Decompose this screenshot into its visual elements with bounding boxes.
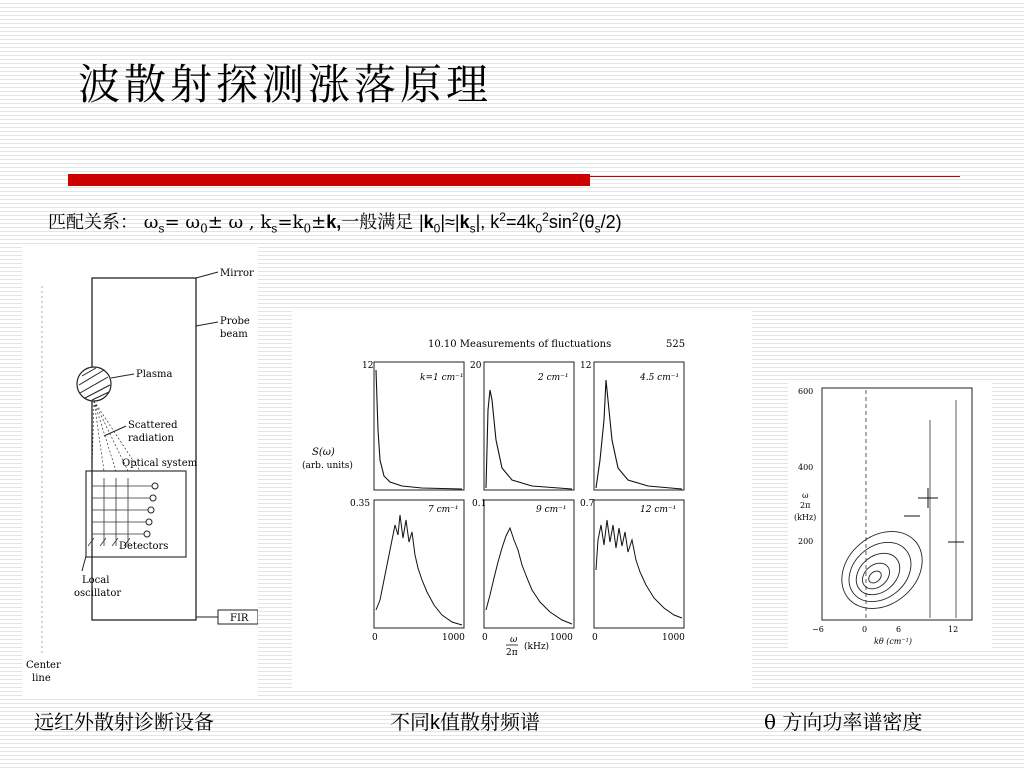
label-optical-system: Optical system: [122, 458, 198, 469]
panel-ymax: 20: [470, 361, 482, 371]
panel-xmax: 1000: [442, 633, 465, 643]
formula-sub: s: [158, 221, 165, 236]
spectra-grid: [292, 310, 752, 690]
formula-text: 一般满足: [341, 212, 419, 233]
caption-text: 值散射频谱: [440, 710, 540, 734]
panel-ymax: 0.35: [350, 499, 371, 509]
panel-k-label: k=1 cm⁻¹: [420, 373, 464, 383]
formula-bold: k: [459, 212, 470, 232]
caption-middle: [390, 706, 540, 735]
formula-bold: k,: [326, 212, 342, 232]
panel-xmin: 0: [482, 633, 488, 643]
x-tick-0: 0: [862, 625, 868, 634]
theta-power-spectral-density-figure: [788, 380, 992, 650]
formula-prefix: 匹配关系：: [48, 212, 138, 233]
caption-text: 不同: [390, 710, 430, 734]
plasma-circle: [77, 367, 111, 401]
contour-plot: [788, 380, 992, 650]
formula-text: |: [418, 212, 424, 232]
panel-k9: [472, 499, 574, 643]
panel-k2: [470, 361, 574, 490]
formula-sub: s: [469, 221, 476, 236]
panel-k-label: 12 cm⁻¹: [640, 505, 677, 515]
caption-k: k: [430, 712, 440, 734]
formula-sub: 0: [433, 221, 441, 236]
panel-ymax: 12: [580, 361, 592, 371]
y-tick-400: 400: [798, 463, 814, 472]
formula-sub: 0: [535, 221, 543, 236]
formula-sub: s: [271, 221, 278, 236]
title-underline-bar: [68, 174, 590, 186]
formula-text: ±: [311, 212, 327, 233]
formula-sup: 2: [499, 210, 506, 224]
matching-relation-formula: [48, 208, 622, 236]
formula-bold: k: [423, 212, 434, 232]
formula-text: =k: [277, 212, 304, 233]
label-mirror: Mirror: [220, 268, 254, 279]
panel-xmin: 0: [592, 633, 598, 643]
label-detectors: Detectors: [119, 541, 169, 552]
slide-title: 波散射探测涨落原理: [78, 60, 493, 109]
label-scattered: Scattered: [128, 420, 178, 431]
formula-text: |, k: [475, 212, 500, 232]
label-oscillator: oscillator: [74, 588, 122, 599]
x-axis-label: (kHz): [524, 642, 550, 652]
x-axis-label: kθ (cm⁻¹): [874, 637, 912, 646]
y-axis-khz: (kHz): [794, 513, 817, 522]
label-radiation: radiation: [128, 433, 174, 444]
label-plasma: Plasma: [136, 369, 173, 380]
y-axis-units: (arb. units): [302, 461, 353, 471]
x-axis-2pi: 2π: [506, 648, 518, 658]
formula-text: =4k: [505, 212, 536, 232]
caption-left: 远红外散射诊断设备: [34, 710, 214, 734]
formula-text: /2): [600, 212, 622, 232]
formula-text: ± ω , k: [207, 212, 272, 233]
panel-k-label: 4.5 cm⁻¹: [640, 373, 680, 383]
label-beam: beam: [220, 329, 248, 340]
formula-sub: s: [594, 221, 601, 236]
fir-scattering-apparatus-figure: [22, 246, 258, 696]
panel-k-label: 2 cm⁻¹: [538, 373, 569, 383]
panel-xmax: 1000: [662, 633, 685, 643]
apparatus-diagram: [22, 246, 258, 696]
y-tick-600: 600: [798, 387, 814, 396]
panel-k-label: 7 cm⁻¹: [428, 505, 459, 515]
k-spectra-figure: [292, 310, 752, 690]
book-page-number: 525: [666, 339, 686, 350]
panel-k1: [362, 361, 464, 490]
label-center: Center: [26, 660, 61, 671]
label-probe: Probe: [220, 316, 250, 327]
panel-k7: [350, 499, 465, 643]
x-tick-minus6: −6: [812, 625, 824, 634]
book-header: 10.10 Measurements of fluctuations: [428, 339, 612, 350]
formula-sub: 0: [200, 221, 208, 236]
panel-ymax: 0.7: [580, 499, 595, 509]
x-tick-12: 12: [948, 625, 959, 634]
formula-text: = ω: [164, 212, 201, 233]
y-axis-label: S(ω): [312, 447, 335, 458]
panel-k12: [580, 499, 685, 643]
panel-xmin: 0: [372, 633, 378, 643]
title-underline-thin: [590, 176, 960, 177]
y-tick-200: 200: [798, 537, 814, 546]
y-axis-omega: ω: [802, 491, 809, 500]
caption-right: θ 方向功率谱密度: [764, 710, 923, 734]
formula-text: |≈|: [440, 212, 460, 232]
formula-text: sin: [548, 212, 572, 232]
formula-sup: 2: [542, 210, 549, 224]
label-local: Local: [82, 575, 110, 586]
panel-ymax: 12: [362, 361, 374, 371]
x-tick-6: 6: [896, 625, 902, 634]
formula-sub: 0: [303, 221, 312, 236]
x-axis-omega: ω: [510, 635, 518, 645]
panel-k45: [580, 361, 684, 490]
panel-ymax: 0.1: [472, 499, 487, 509]
formula-text: (θ: [578, 212, 595, 232]
formula-sup: 2: [571, 210, 579, 224]
panel-k-label: 9 cm⁻¹: [536, 505, 567, 515]
label-fir: FIR: [230, 613, 249, 624]
label-line: line: [32, 673, 51, 684]
y-axis-2pi: 2π: [800, 501, 811, 510]
formula-omega: ω: [143, 212, 159, 233]
panel-xmax: 1000: [550, 633, 573, 643]
